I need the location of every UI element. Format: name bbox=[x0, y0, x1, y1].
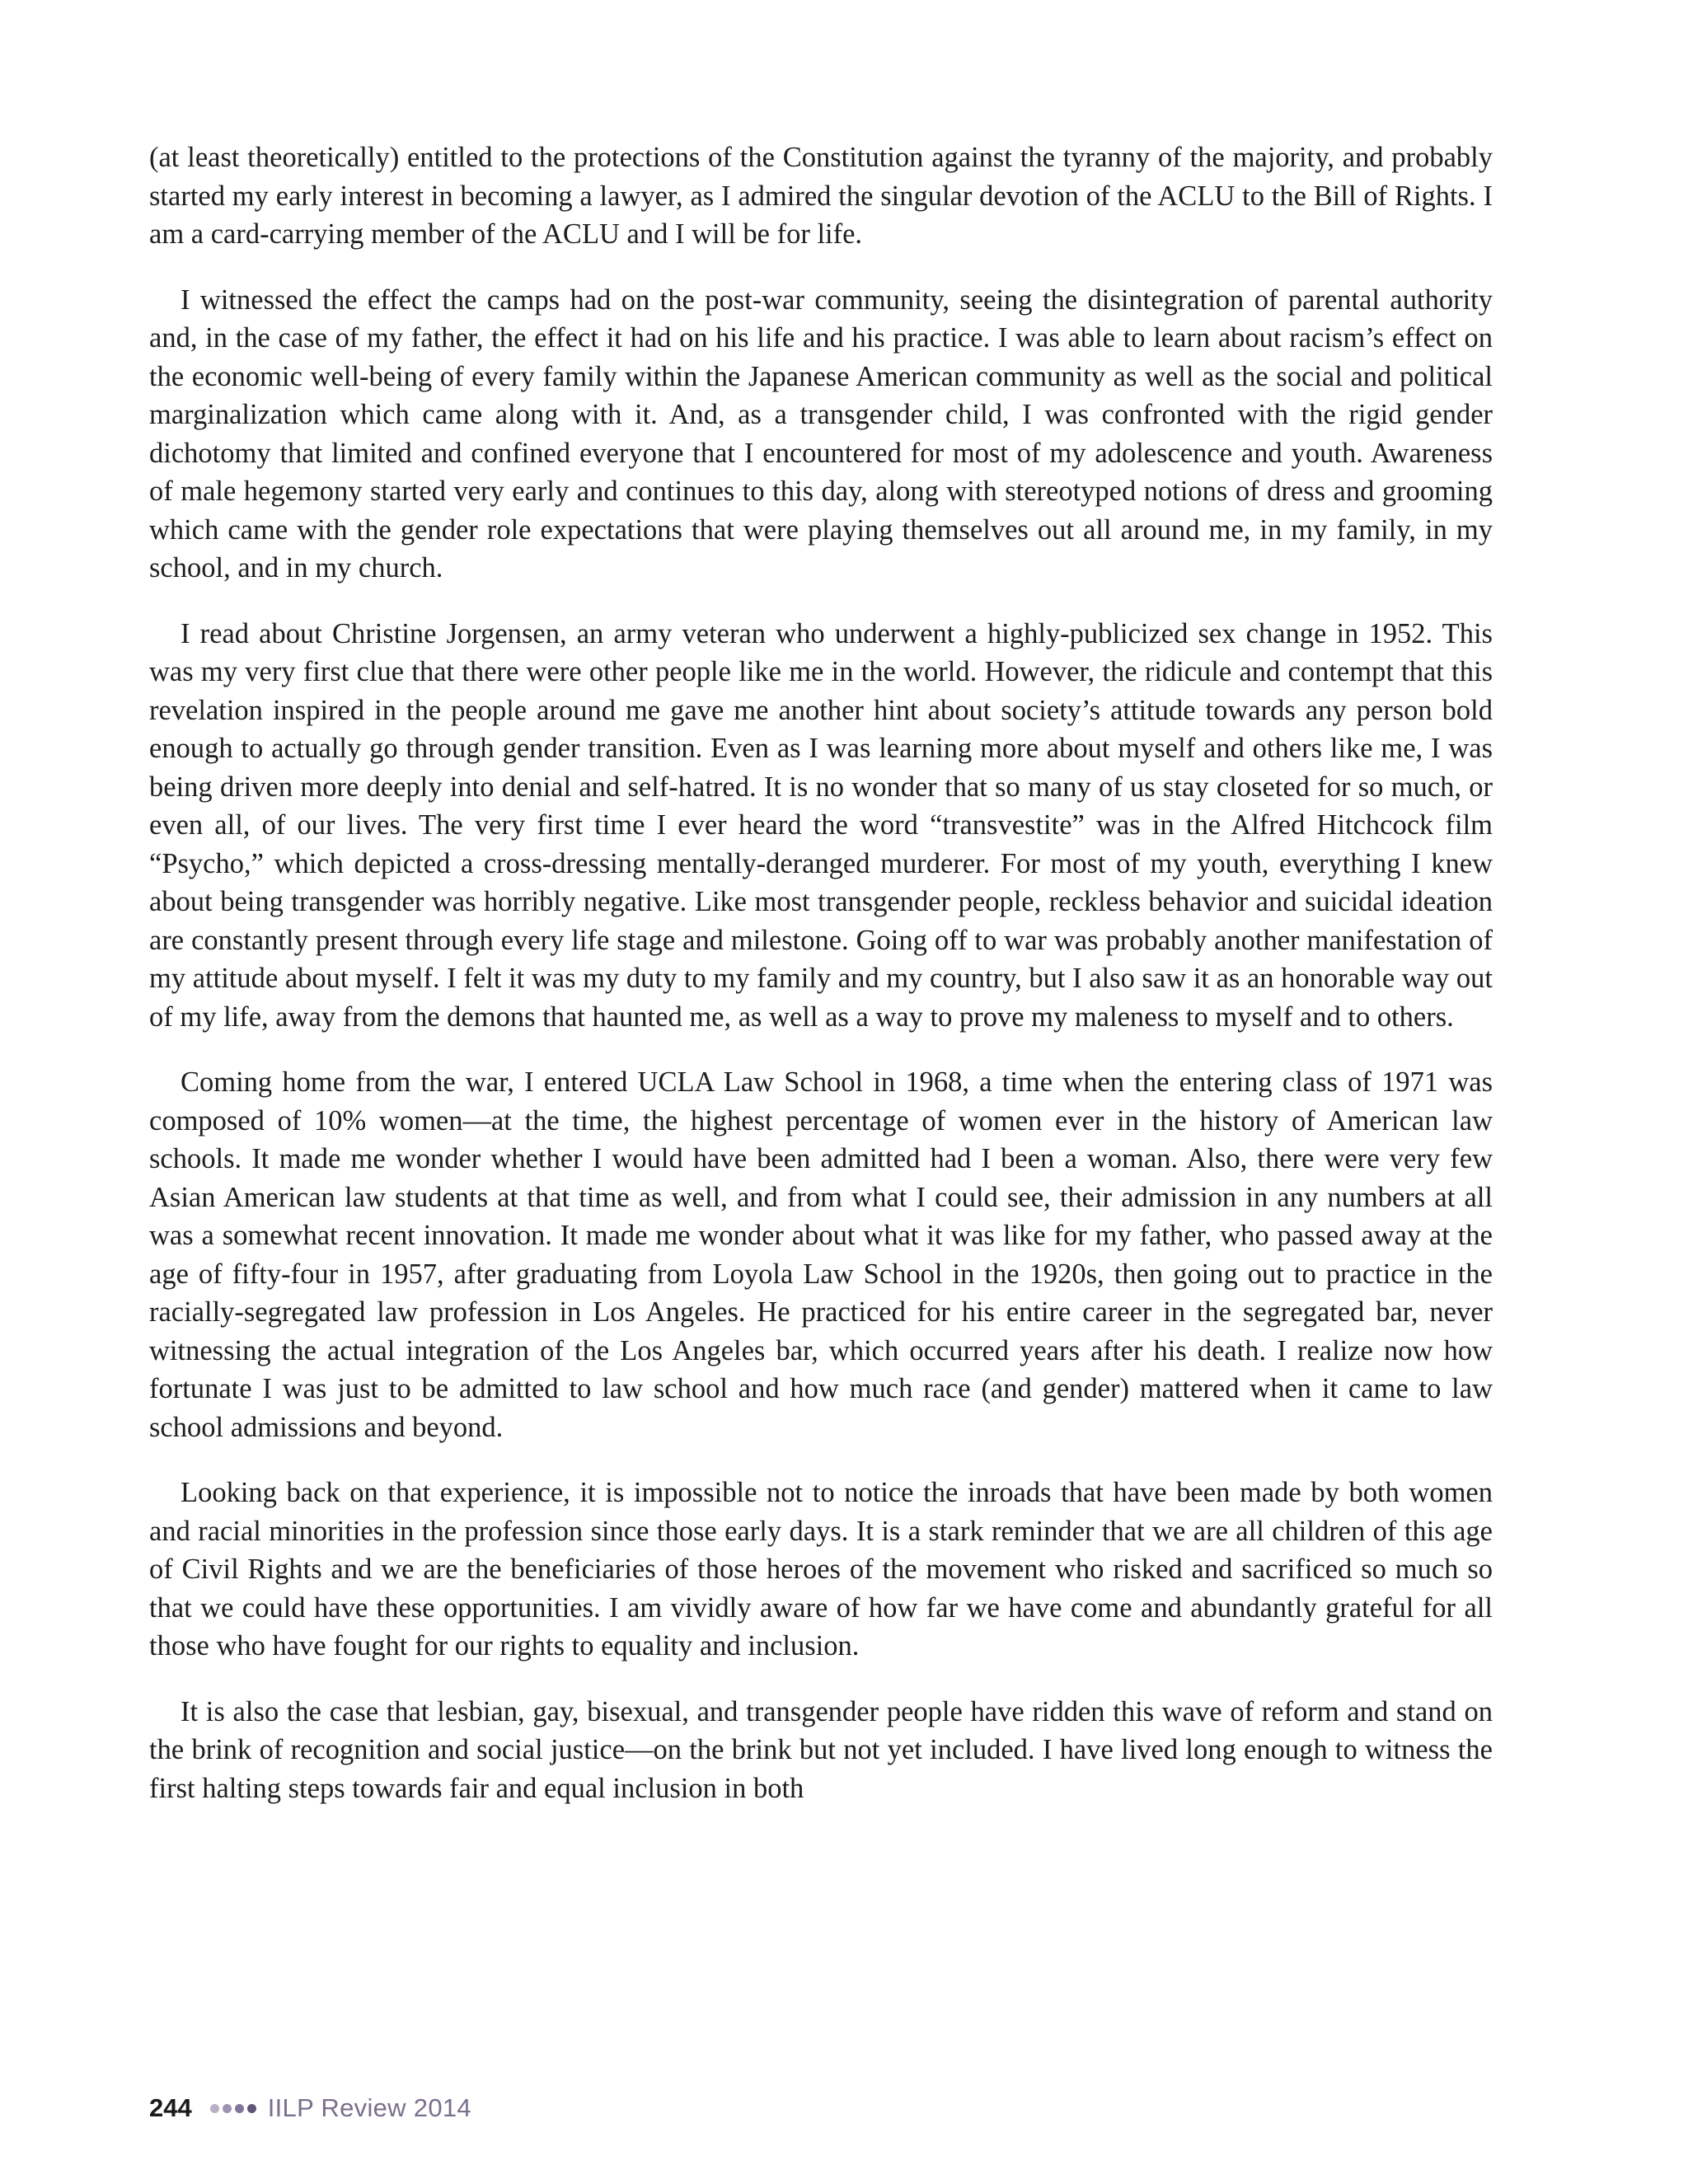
footer-dot bbox=[247, 2104, 256, 2113]
paragraph-4: Coming home from the war, I entered UCLA Law School in 1968, a time when the entering class of 1971 was composed of 10% women—at the time, the highest percentage of women ever in the history of American law schools. It made me wonder whether I would have been admitted had I been a woman. Also, there were very few Asian American law students at that time as well, and from what I could see, their admission in any numbers at all was a somewhat recent innovation. It made me wonder about what it was like for my father, who passed away at the age of fifty-four in 1957, after graduating from Loyola Law School in the 1920s, then going out to practice in the racially-segregated law profession in Los Angeles. He practiced for his entire career in the segregated bar, never witnessing the actual integration of the Los Angeles bar, which occurred years after his death. I realize now how fortunate I was just to be admitted to law school and how much race (and gender) mattered when it came to law school admissions and beyond. bbox=[149, 1066, 1493, 1443]
footer-dot bbox=[210, 2104, 219, 2113]
footer-dot bbox=[223, 2104, 232, 2113]
body-text bbox=[149, 138, 1493, 1835]
paragraph-1: (at least theoretically) entitled to the protections of the Constitution against the tyranny of the majority, and probably started my early interest in becoming a lawyer, as I admired the singular devotion of the ACLU to the Bill of Rights. I am a card-carrying member of the ACLU and I will be for life. bbox=[149, 142, 1493, 250]
paragraph-5: Looking back on that experience, it is impossible not to notice the inroads that have been made by both women and racial minorities in the profession since those early days. It is a stark reminder that we are all children of this age of Civil Rights and we are the beneficiaries of those heroes of the movement who risked and sacrificed so much so that we could have these opportunities. I am vividly aware of how far we have come and abundantly grateful for all those who have fought for our rights to equality and inclusion. bbox=[149, 1477, 1493, 1661]
paragraph-6: It is also the case that lesbian, gay, bisexual, and transgender people have ridden this wave of reform and stand on the brink of recognition and social justice—on the brink but not yet included. I have lived long enough to witness the first halting steps towards fair and equal inclusion in both bbox=[149, 1695, 1493, 1804]
paragraph-3: I read about Christine Jorgensen, an army veteran who underwent a highly-publicized sex change in 1952. This was my very first clue that there were other people like me in the world. However, the ridicule and contempt that this revelation inspired in the people around me gave me another hint about society’s attitude towards any person bold enough to actually go through gender transition. Even as I was learning more about myself and others like me, I was being driven more deeply into denial and self-hatred. It is no wonder that so many of us stay closeted for so much, or even all, of our lives. The very first time I ever heard the word “transvestite” was in the Alfred Hitchcock film “Psycho,” which depicted a cross-dressing mentally-deranged murderer. For most of my youth, everything I knew about being transgender was horribly negative. Like most transgender people, reckless behavior and suicidal ideation are constantly present through every life stage and milestone. Going off to war was probably another manifestation of my attitude about myself. I felt it was my duty to my family and my country, but I also saw it as an honorable way out of my life, away from the demons that haunted me, as well as a way to prove my maleness to myself and to others. bbox=[149, 617, 1493, 1033]
footer-dots-icon bbox=[210, 2104, 260, 2113]
footer-dot bbox=[235, 2104, 244, 2113]
paragraph-2: I witnessed the effect the camps had on the post-war community, seeing the disintegration of parental authority and, in the case of my father, the effect it had on his life and his practice. I was able to learn about racism’s effect on the economic well-being of every family within the Japanese American community as well as the social and political marginalization which came along with it. And, as a transgender child, I was confronted with the rigid gender dichotomy that limited and confined everyone that I encountered for most of my adolescence and youth. Awareness of male hegemony started very early and continues to this day, along with stereotyped notions of dress and grooming which came with the gender role expectations that were playing themselves out all around me, in my family, in my school, and in my church. bbox=[149, 284, 1493, 583]
page-number: 244 bbox=[149, 2093, 192, 2122]
page-footer bbox=[149, 2090, 471, 2126]
publication-title: IILP Review 2014 bbox=[267, 2093, 471, 2122]
